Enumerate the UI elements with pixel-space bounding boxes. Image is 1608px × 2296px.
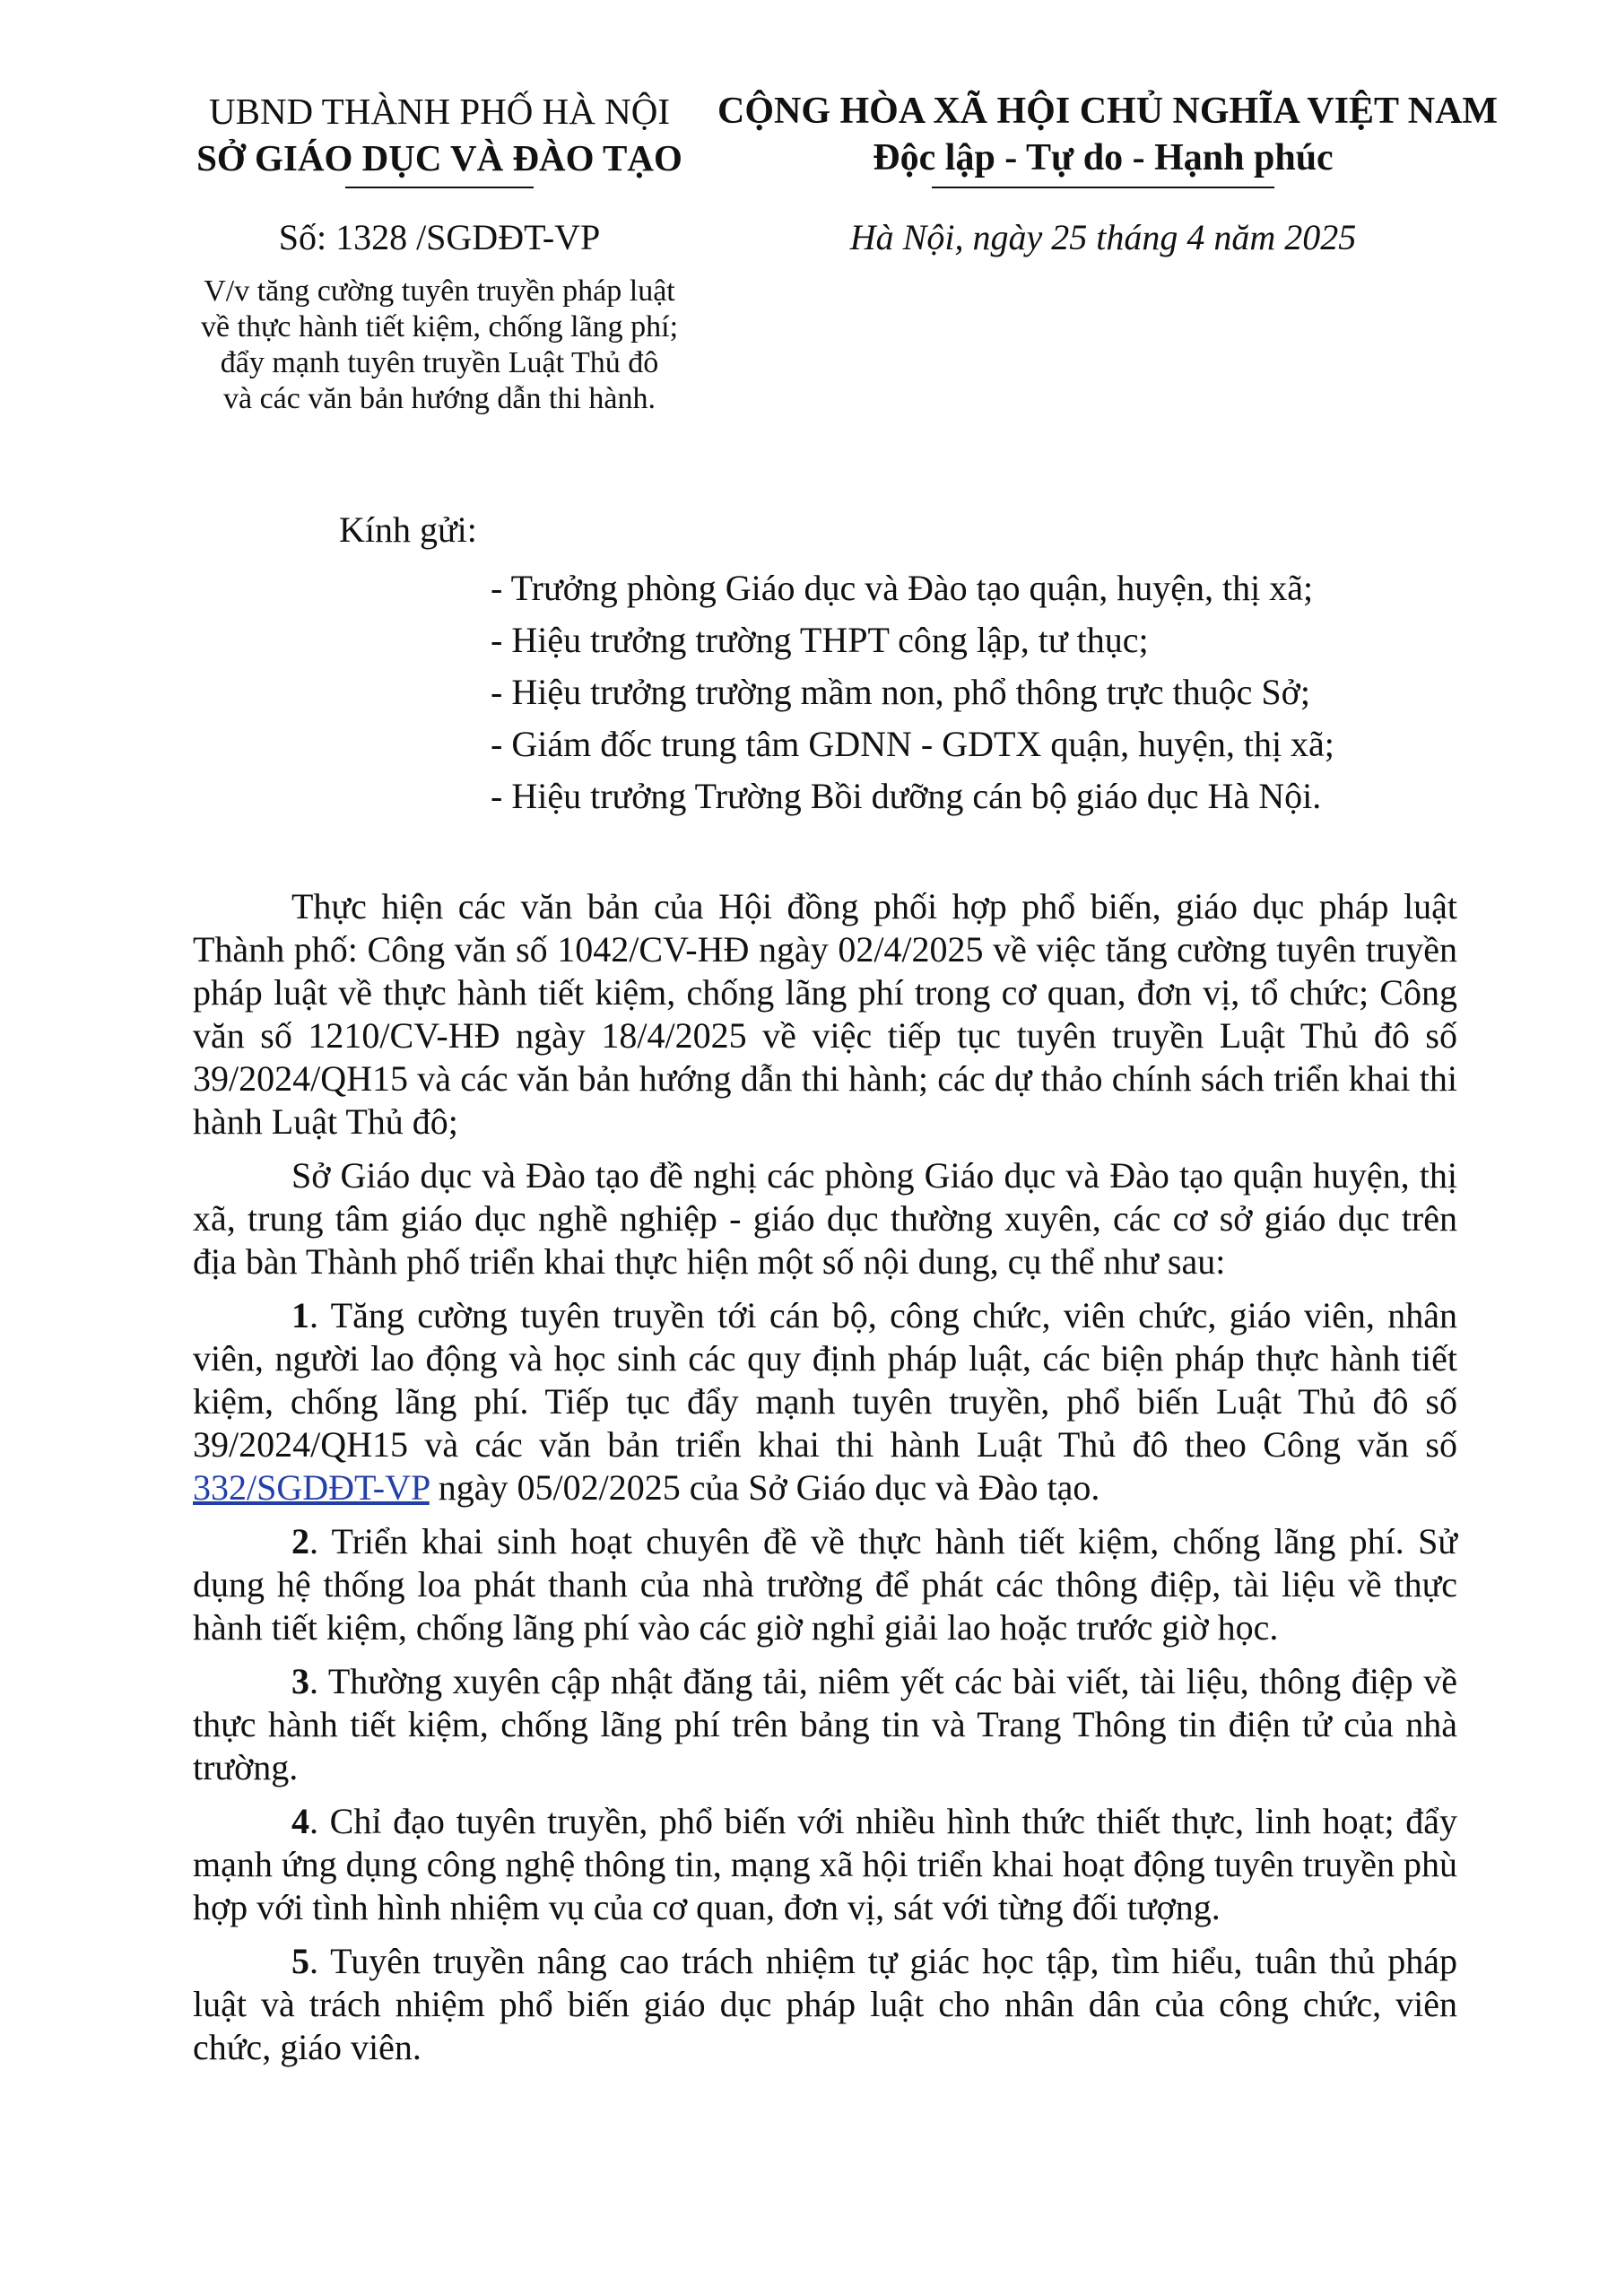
recipients-list xyxy=(491,562,1504,822)
item-text: . Thường xuyên cập nhật đăng tải, niêm yết các bài viết, tài liệu, thông điệp về thực hành tiết kiệm, chống lãng phí trên bảng tin và Trang Thông tin điện tử của nhà trường. xyxy=(193,1661,1457,1787)
recipient-item: - Hiệu trưởng trường mầm non, phổ thông trực thuộc Sở; xyxy=(491,672,1310,712)
item-text: ngày 05/02/2025 của Sở Giáo dục và Đào tạo. xyxy=(429,1467,1100,1508)
parent-authority-name: UBND THÀNH PHỐ HÀ NỘI xyxy=(208,91,671,132)
issuing-authority xyxy=(157,88,722,188)
item-number: 2 xyxy=(291,1521,309,1561)
item-2-paragraph xyxy=(193,1520,1457,1649)
item-number: 3 xyxy=(291,1661,309,1701)
recipient-item: - Trưởng phòng Giáo dục và Đào tạo quận, huyện, thị xã; xyxy=(491,568,1314,608)
item-text: . Triển khai sinh hoạt chuyên đề về thực hành tiết kiệm, chống lãng phí. Sử dụng hệ thống loa phát thanh của nhà trường để phát các thông điệp, tài liệu về thực hành tiết kiệm, chống lãng phí vào các giờ nghỉ giải lao hoặc trước giờ học. xyxy=(193,1521,1457,1648)
item-number: 1 xyxy=(291,1295,309,1335)
item-5-paragraph xyxy=(193,1940,1457,2069)
place-and-date: Hà Nội, ngày 25 tháng 4 năm 2025 xyxy=(849,217,1357,257)
recipient-item: - Hiệu trưởng Trường Bồi dưỡng cán bộ giáo dục Hà Nội. xyxy=(491,776,1322,816)
motto-underline xyxy=(932,187,1274,188)
item-text: . Tuyên truyền nâng cao trách nhiệm tự giác học tập, tìm hiểu, tuân thủ pháp luật và trách nhiệm phổ biến giáo dục pháp luật cho nhân dân của công chức, viên chức, giáo viên. xyxy=(193,1941,1457,2067)
document-subject xyxy=(157,274,722,417)
document-body xyxy=(193,885,1457,2080)
intro-paragraph: Thực hiện các văn bản của Hội đồng phối hợp phổ biến, giáo dục pháp luật Thành phố: Công văn số 1042/CV-HĐ ngày 02/4/2025 về việc tăng cường tuyên truyền pháp luật về thực hành tiết kiệm, chống lãng phí trong cơ quan, đơn vị, tổ chức; Công văn số 1210/CV-HĐ ngày 18/4/2025 về việc tiếp tục tuyên truyền Luật Thủ đô số 39/2024/QH15 và các văn bản hướng dẫn thi hành; các dự thảo chính sách triển khai thi hành Luật Thủ đô; xyxy=(193,886,1457,1142)
item-text: . Chỉ đạo tuyên truyền, phổ biến với nhiều hình thức thiết thực, linh hoạt; đẩy mạnh ứng dụng công nghệ thông tin, mạng xã hội triển khai hoạt động tuyên truyền phù hợp với tình hình nhiệm vụ của cơ quan, đơn vị, sát với từng đối tượng. xyxy=(193,1801,1457,1927)
item-text: . Tăng cường tuyên truyền tới cán bộ, công chức, viên chức, giáo viên, nhân viên, người lao động và học sinh các quy định pháp luật, các biện pháp thực hành tiết kiệm, chống lãng phí. Tiếp tục đẩy mạnh tuyên truyền, phổ biến Luật Thủ đô số 39/2024/QH15 và các văn bản triển khai thi hành Luật Thủ đô theo Công văn số xyxy=(193,1295,1457,1465)
item-number: 4 xyxy=(291,1801,309,1841)
item-4-paragraph xyxy=(193,1800,1457,1929)
item-number: 5 xyxy=(291,1941,309,1981)
item-1-paragraph xyxy=(193,1294,1457,1509)
recipient-item: - Giám đốc trung tâm GDNN - GDTX quận, huyện, thị xã; xyxy=(491,724,1334,764)
subject-line: về thực hành tiết kiệm, chống lãng phí; xyxy=(200,310,679,344)
department-name: SỞ GIÁO DỤC VÀ ĐÀO TẠO xyxy=(196,137,682,178)
subject-line: đẩy mạnh tuyên truyền Luật Thủ đô xyxy=(220,346,659,379)
recipient-item: - Hiệu trưởng trường THPT công lập, tư thục; xyxy=(491,620,1149,660)
item-3-paragraph xyxy=(193,1660,1457,1789)
country-name: CỘNG HÒA XÃ HỘI CHỦ NGHĨA VIỆT NAM xyxy=(717,91,1499,132)
authority-underline xyxy=(345,187,534,188)
subject-line: và các văn bản hướng dẫn thi hành. xyxy=(222,382,656,415)
request-paragraph: Sở Giáo dục và Đào tạo đề nghị các phòng Giáo dục và Đào tạo quận huyện, thị xã, trung tâm giáo dục nghề nghiệp - giáo dục thường xuyên, các cơ sở giáo dục trên địa bàn Thành phố triển khai thực hiện một số nội dung, cụ thể như sau: xyxy=(193,1155,1457,1282)
subject-line: V/v tăng cường tuyên truyền pháp luật xyxy=(204,274,675,308)
motto: Độc lập - Tự do - Hạnh phúc xyxy=(873,137,1334,178)
document-number: Số: 1328 /SGDĐT-VP xyxy=(278,217,601,257)
document-reference-link[interactable]: 332/SGDĐT-VP xyxy=(193,1467,430,1508)
recipients-label: Kính gửi: xyxy=(339,509,477,550)
national-motto xyxy=(717,88,1499,188)
